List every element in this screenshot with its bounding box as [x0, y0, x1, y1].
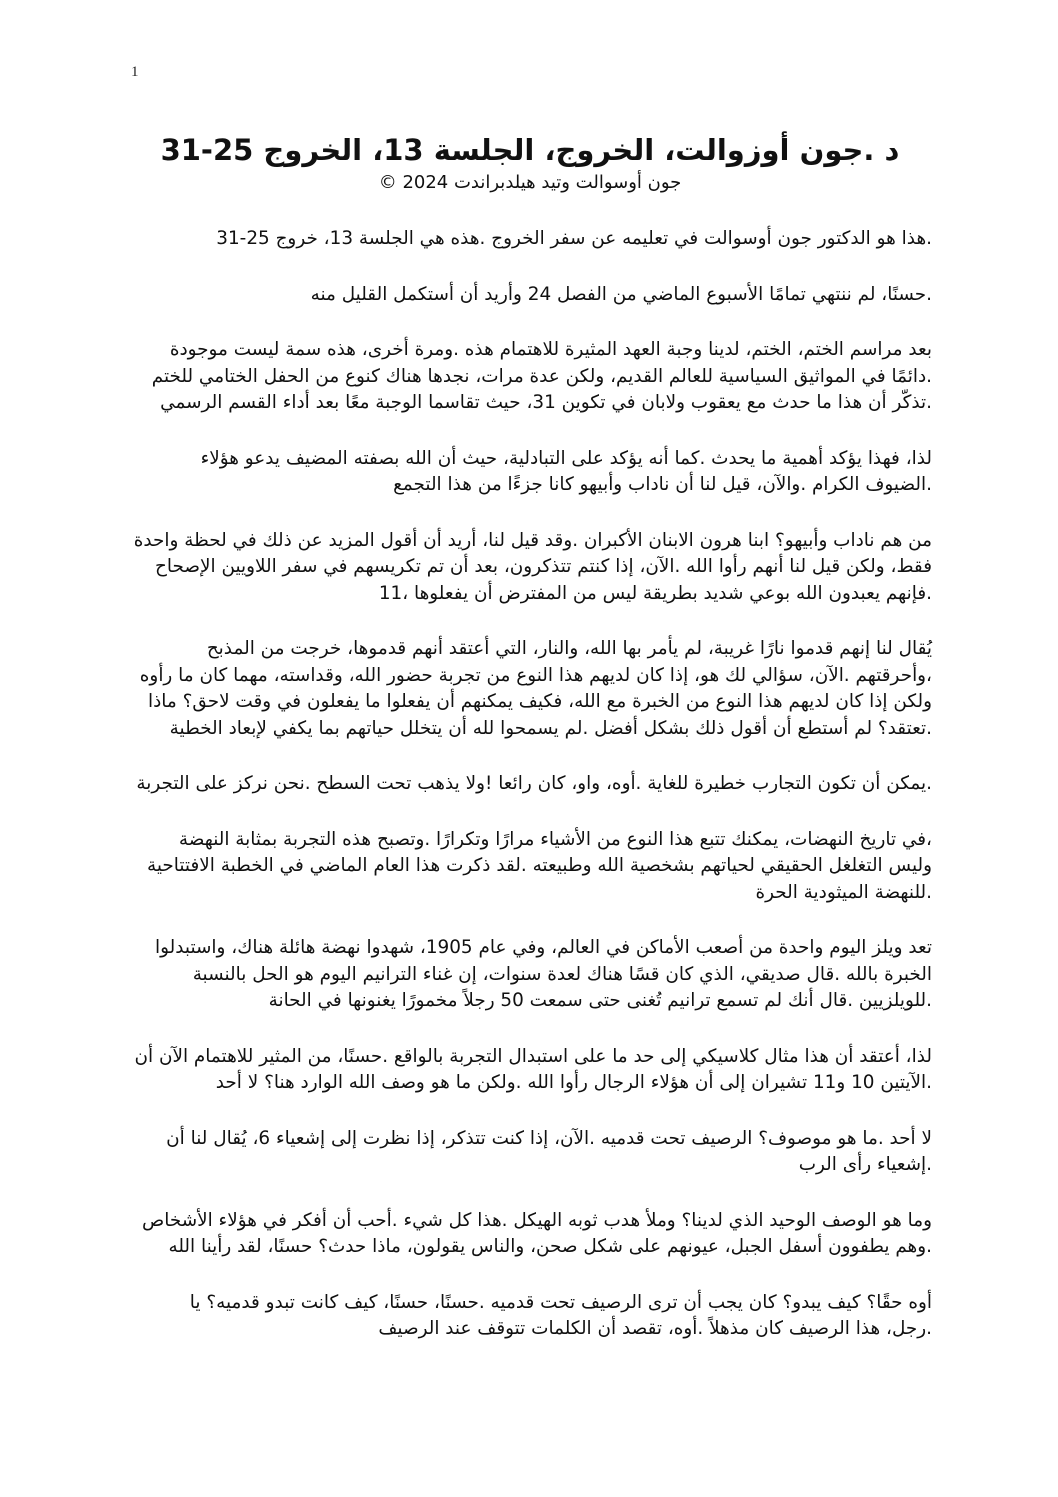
paragraph-line: .يمكن أن تكون التجارب خطيرة للغاية .أوه، واو، كان رائعا !ولا يذهب تحت السطح .نحن نركز على التجربة [136, 773, 932, 794]
paragraph-line: .إشعياء رأى الرب [798, 1154, 932, 1175]
paragraph-line: فقط، ولكن قيل لنا أنهم رأوا الله .الآن، إذا كنتم تتذكرون، بعد أن تم تكريسهم في سفر اللاويين الإصحاح [155, 556, 932, 577]
paragraph-line: لا أحد .ما هو موصوف؟ الرصيف تحت قدميه .الآن، إذا كنت تتذكر، إذا نظرت إلى إشعياء 6، يُقال لنا أن [166, 1127, 932, 1149]
paragraph [132, 282, 932, 309]
paragraph [132, 1126, 932, 1179]
paragraph [132, 226, 932, 253]
document-body [132, 226, 932, 1372]
paragraph [132, 1290, 932, 1343]
paragraph-line: .وهم يطفوون أسفل الجبل، عيونهم على شكل صحن، والناس يقولون، ماذا حدث؟ حسنًا، لقد رأينا الله [168, 1236, 932, 1257]
paragraph-line: أوه حقًا؟ كيف يبدو؟ كان يجب أن ترى الرصيف تحت قدميه .حسنًا، حسنًا، كيف كانت تبدو قدميه؟ يا [189, 1291, 932, 1313]
paragraph-line: تعد ويلز اليوم واحدة من أصعب الأماكن في العالم، وفي عام 1905، شهدوا نهضة هائلة هناك، واستبدلوا [155, 937, 932, 958]
document-header [120, 130, 940, 196]
paragraph [132, 337, 932, 417]
paragraph-line: .هذا هو الدكتور جون أوسوالت في تعليمه عن سفر الخروج .هذه هي الجلسة 13، خروج 25-31 [216, 228, 932, 249]
paragraph [132, 827, 932, 907]
paragraph-line: وما هو الوصف الوحيد الذي لدينا؟ وملأ هدب ثوبه الهيكل .هذا كل شيء .أحب أن أفكر في هؤلاء الأشخاص [142, 1209, 932, 1231]
paragraph-line: ولكن إذا كان لديهم هذا النوع من الخبرة مع الله، فكيف يمكنهم أن يفعلوا ما يفعلون في وقت لاحق؟ ماذا [148, 691, 932, 712]
page-number: 1 [131, 64, 139, 80]
paragraph-line: لذا، فهذا يؤكد أهمية ما يحدث .كما أنه يؤكد على التبادلية، حيث أن الله بصفته المضيف يدعو هؤلاء [200, 447, 932, 469]
paragraph-line: من هم ناداب وأبيهو؟ ابنا هرون الابنان الأكبران .وقد قيل لنا، أريد أن أقول المزيد عن ذلك في لحظة واحدة [133, 529, 932, 551]
paragraph [132, 528, 932, 608]
paragraph [132, 446, 932, 499]
paragraph [132, 935, 932, 1015]
paragraph-line: ،وأحرقتهم .الآن، سؤالي لك هو، إذا كان لديهم هذا النوع من تجربة حضور الله، وقداسته، مهما كان ما رأوه [139, 664, 932, 686]
paragraph-line: .حسنًا، لم ننتهي تمامًا الأسبوع الماضي من الفصل 24 وأريد أن أستكمل القليل منه [310, 283, 932, 305]
paragraph [132, 1044, 932, 1097]
document-title: د .جون أوزوالت، الخروج، الجلسة 13، الخروج 25-31 [160, 133, 900, 167]
paragraph [132, 1208, 932, 1261]
paragraph-line: بعد مراسم الختم، الختم، لدينا وجبة العهد المثيرة للاهتمام هذه .ومرة أخرى، هذه سمة ليست موجودة [169, 339, 932, 360]
paragraph-line: .للويلزيين .قال أنك لم تسمع ترانيم تُغنى حتى سمعت 50 رجلاً مخمورًا يغنونها في الحانة [268, 990, 932, 1011]
paragraph [132, 771, 932, 798]
paragraph-line: .الآيتين 10 و11 تشيران إلى أن هؤلاء الرجال رأوا الله .ولكن ما هو وصف الله الوارد هنا؟ لا أحد [215, 1072, 932, 1093]
paragraph-line: يُقال لنا إنهم قدموا نارًا غريبة، لم يأمر بها الله، والنار، التي أعتقد أنهم قدموها، خرجت من المذبح [206, 638, 932, 659]
paragraph-line: وليس التغلغل الحقيقي لحياتهم بشخصية الله وطبيعته .لقد ذكرت هذا العام الماضي في الخطبة الافتتاحية [147, 855, 932, 876]
paragraph-line: .للنهضة الميثودية الحرة [755, 881, 932, 903]
paragraph-line: .دائمًا في المواثيق السياسية للعالم القديم، ولكن عدة مرات، نجدها هناك كنوع من الحفل الختامي للختم [151, 365, 932, 387]
paragraph [132, 636, 932, 742]
paragraph-line: .رجل، هذا الرصيف كان مذهلاً .أوه، تقصد أن الكلمات تتوقف عند الرصيف [378, 1318, 932, 1339]
paragraph-line: .تذكّر أن هذا ما حدث مع يعقوب ولابان في تكوين 31، حيث تقاسما الوجبة معًا بعد أداء القسم الرسمي [160, 392, 932, 413]
paragraph-line: .تعتقد؟ لم أستطع أن أقول ذلك بشكل أفضل .لم يسمحوا لله أن يتخلل حياتهم بما يكفي لإبعاد الخطية [169, 717, 932, 739]
paragraph-line: الخبرة بالله .قال صديقي، الذي كان قسًا هناك لعدة سنوات، إن غناء الترانيم اليوم هو الحل بالنسبة [192, 963, 932, 985]
paragraph-line: لذا، أعتقد أن هذا مثال كلاسيكي إلى حد ما على استبدال التجربة بالواقع .حسنًا، من المثير للاهتمام الآن أن [134, 1045, 932, 1067]
paragraph-line: .الضيوف الكرام .والآن، قيل لنا أن ناداب وأبيهو كانا جزءًا من هذا التجمع [393, 474, 932, 495]
paragraph-line: ،في تاريخ النهضات، يمكنك تتبع هذا النوع من الأشياء مرارًا وتكرارًا .وتصبح هذه التجربة بمثابة النهضة [178, 828, 932, 850]
copyright-line: جون أوسوالت وتيد هيلدبراندت 2024 © [378, 172, 682, 193]
paragraph-line: .فإنهم يعبدون الله بوعي شديد بطريقة ليس من المفترض أن يفعلوها ،11 [378, 582, 932, 604]
